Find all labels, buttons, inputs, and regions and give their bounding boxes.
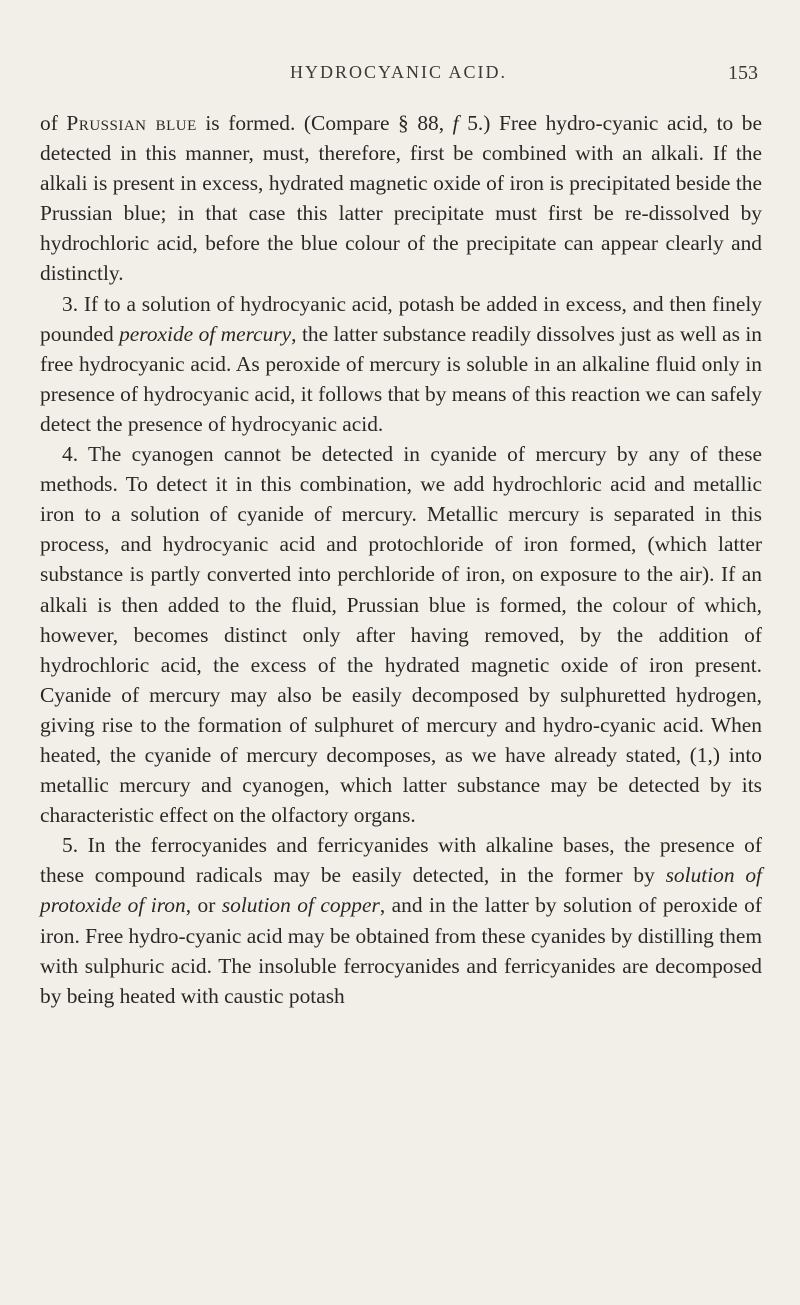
text-run: , and in the latter by solution of peroxide of iron. Free hydro-cyanic acid may be obtained from these cyanides by distilling them with sulphuric acid. The insoluble ferrocyanides and ferricyanides are decomposed by being heated with caustic potash xyxy=(40,893,762,1008)
text-run: , or xyxy=(185,893,222,918)
text-run: , the latter substance readily dissolves just as well as in free hydrocyanic acid. As peroxide of mercury is soluble in an alkaline fluid only in presence of hydrocyanic acid, it follows that by means of this reaction we can safely detect the presence of hydrocyanic acid. xyxy=(40,321,762,436)
italic-term: f xyxy=(452,111,459,135)
italic-term: solution of protoxide of iron xyxy=(40,863,762,918)
page-number: 153 xyxy=(728,62,758,84)
italic-term: peroxide of mercury xyxy=(119,321,292,346)
body-text xyxy=(40,108,762,1011)
paragraph-4 xyxy=(40,439,762,830)
italic-term: solution of copper xyxy=(221,893,380,918)
running-title: HYDROCYANIC ACID. xyxy=(290,62,508,82)
text-run: 3. If to a solution of hydrocyanic acid, potash be added in excess, and then finely pounded xyxy=(40,291,762,346)
paragraph-3 xyxy=(40,289,762,439)
text-run: of xyxy=(40,111,67,135)
running-header xyxy=(0,62,800,92)
text-run: is formed. (Compare § 88, xyxy=(196,111,453,135)
text-run: 5.) Free hydro-cyanic acid, to be detected in this manner, must, therefore, first be combined with an alkali. If the alkali is present in excess, hydrated magnetic oxide of iron is precipitated beside the Prussian blue; in that case this latter precipitate must first be re-dissolved by hydrochloric acid, before the blue colour of the precipitate can appear clearly and distinctly. xyxy=(40,111,762,286)
small-caps-term: Prussian blue xyxy=(66,111,197,135)
paragraph-5 xyxy=(40,830,762,1011)
paragraph-prussian-blue xyxy=(40,108,762,289)
text-run: 5. In the ferrocyanides and ferricyanides with alkaline bases, the presence of these compound radicals may be easily detected, in the former by xyxy=(40,833,762,888)
text-run: 4. The cyanogen cannot be detected in cyanide of mercury by any of these methods. To detect it in this combination, we add hydrochloric acid and metallic iron to a solution of cyanide of mercury. Metallic mercury is separated in this process, and hydrocyanic acid and protochloride of iron formed, (which latter substance is partly converted into perchloride of iron, on exposure to the air). If an alkali is then added to the fluid, Prussian blue is formed, the colour of which, however, becomes distinct only after having removed, by the addition of hydrochloric acid, the excess of the hydrated magnetic oxide of iron present. Cyanide of mercury may also be easily decomposed by sulphuretted hydrogen, giving rise to the formation of sulphuret of mercury and hydro-cyanic acid. When heated, the cyanide of mercury decomposes, as we have already stated, (1,) into metallic mercury and cyanogen, which latter substance may be detected by its characteristic effect on the olfactory organs. xyxy=(40,442,762,828)
